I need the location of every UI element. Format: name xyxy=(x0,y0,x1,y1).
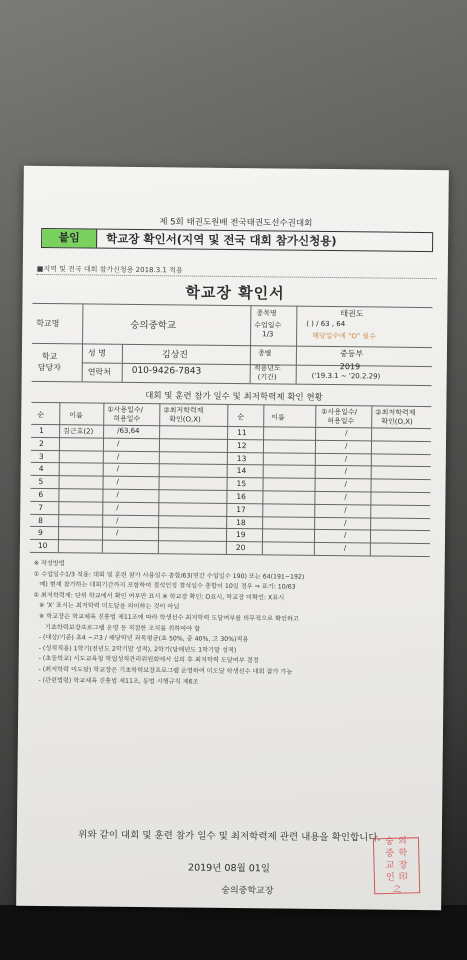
right-row-number: 14 xyxy=(236,466,247,476)
school-name: 숭의중학교 xyxy=(130,319,177,332)
manager-label-2: 담당자 xyxy=(37,362,62,373)
header-days-1: ①사용일수/ xyxy=(107,405,144,415)
left-row-days: / xyxy=(116,529,119,538)
header-min-1: ②최저학력제 xyxy=(163,406,204,415)
footnote-line: ※ 작성방법 xyxy=(33,559,65,568)
header-name-right: 이름 xyxy=(271,413,285,422)
school-label: 학교명 xyxy=(36,318,60,329)
closing-statement: 위와 같이 대회 및 훈련 참가 일수 및 최저학력제 관련 내용을 확인합니다. xyxy=(78,829,381,844)
manager-phone: 010-9426-7843 xyxy=(131,365,202,377)
title-box xyxy=(41,228,433,252)
right-row-number: 16 xyxy=(236,492,247,502)
period-range: ('19.3.1 ~ '20.2.29) xyxy=(311,371,381,381)
left-row-number: 10 xyxy=(37,541,48,551)
footnote-line: - (관련법령) 학교체육 진흥법 제11조, 동법 시행규칙 제6조 xyxy=(32,676,199,686)
footnote-line: - (성적적용) 1학기(전년도 2학기말 성적), 2학기(당해년도 1학기말 성적) xyxy=(32,644,237,654)
right-row-number: 13 xyxy=(236,453,247,463)
principal-signature: 숭의중학교장 xyxy=(221,885,274,897)
right-row-number: 12 xyxy=(236,440,247,450)
left-row-days: / xyxy=(116,490,119,499)
right-row-number: 11 xyxy=(237,428,247,438)
left-row-number: 6 xyxy=(38,489,44,500)
footnote-line: ① 수업일수1/3 적용: 대회 및 훈련 참가 사용일수 총합/63(연간 수업일수 190) 또는 64(191~192) xyxy=(33,570,305,581)
right-row-number: 15 xyxy=(236,479,247,489)
header-min-right-2: 확인(O,X) xyxy=(381,417,413,426)
left-row-days: / xyxy=(116,516,119,525)
right-row-days: / xyxy=(344,505,347,514)
days-value: ( ) / 63 , 64 xyxy=(306,319,346,329)
left-row-number: 1 xyxy=(39,425,44,436)
attachment-badge: 붙임 xyxy=(42,229,97,248)
header-name: 이름 xyxy=(69,411,83,420)
right-row-days: / xyxy=(344,441,348,450)
bottom-shadow xyxy=(0,905,467,960)
right-row-days: / xyxy=(344,493,347,502)
days-label-1: 수업일수 xyxy=(254,321,282,330)
header-min-right-1: ②최저학력제 xyxy=(375,408,416,417)
left-row-name: 김근호(2) xyxy=(63,427,94,436)
footnote-line: - (초등학교) 시도교육청 학업성적관리위원회에서 심의 후 최저학력 도달여부 결정 xyxy=(32,655,259,665)
phone-label: 연락처 xyxy=(87,367,111,377)
period-label-1: 적용년도 xyxy=(253,364,281,373)
right-row-days: / xyxy=(344,518,347,527)
right-row-days: / xyxy=(344,467,348,476)
right-row-days: / xyxy=(343,531,347,540)
right-row-number: 17 xyxy=(236,504,246,514)
right-row-days: / xyxy=(344,454,348,463)
footnote-line: 예) 현재 참가하는 대회기간까지 포함하여 결석인정 결석일수 총합이 10일 경우 ⇒ 표기: 10/63 xyxy=(33,581,296,591)
footnote-line: - (최저학력 미도달) 학교장은 기초학력보장프로그램 운영하여 미도달 학생선수 대회 참가 가능 xyxy=(32,665,293,676)
footnotes xyxy=(32,559,304,689)
footnote-line: - (대상/기준) 초4 ~고3 / 해당학년 과목평균(초 50%, 중 40%, 고 30%)적용 xyxy=(32,634,249,644)
document-page xyxy=(16,166,449,910)
confirmation-date: 2019년 08월 01일 xyxy=(188,862,271,875)
left-row-number: 7 xyxy=(38,502,44,512)
left-row-days: /63,64 xyxy=(117,426,140,436)
header-no-left: 순 xyxy=(37,410,45,420)
left-row-days: / xyxy=(116,439,120,448)
official-seal: 숭 의 중 학 교 장 인 印 之 xyxy=(373,837,420,894)
header-days-2: 허용일수 xyxy=(113,414,141,424)
left-row-number: 8 xyxy=(38,515,44,525)
form-title: 학교장 확인서 xyxy=(185,283,285,303)
left-row-days: / xyxy=(116,503,119,512)
days-label-2: 1/3 xyxy=(262,330,274,339)
footnote-line: ※ 'X' 표시는 최저학력 미도달을 의미하는 것이 아님 xyxy=(33,602,180,611)
period-label-2: (기간) xyxy=(257,373,277,382)
participants-table xyxy=(30,402,432,556)
section-title: 대회 및 훈련 참가 일수 및 최저학력제 확인 현황 xyxy=(145,391,323,403)
left-row-number: 9 xyxy=(37,528,43,538)
header-no-right: 순 xyxy=(237,413,245,422)
manager-name: 김상진 xyxy=(161,350,189,361)
footnote-line: ② 최저학력제: 단위 학교에서 확인 여부만 표시 ※ 학교장 확인: O표시, 학교장 미확인: X표시 xyxy=(33,591,285,602)
tournament-header: 제 5회 태권도원배 전국태권도선수권대회 xyxy=(159,217,313,229)
footnote-line: 기초학력보장프로그램 운영 등 적절한 조치를 취하여야 함 xyxy=(33,623,201,633)
left-row-number: 4 xyxy=(38,464,44,474)
division-label: 종별 xyxy=(257,349,272,358)
right-row-number: 19 xyxy=(235,530,246,540)
days-hint: 해당일수에 "O" 필수 xyxy=(312,331,376,341)
left-row-number: 2 xyxy=(38,438,44,448)
name-label: 성 명 xyxy=(87,348,106,358)
period-year: 2019 xyxy=(339,362,361,372)
event-value: 태권도 xyxy=(340,309,364,319)
division-value: 중등부 xyxy=(339,349,364,359)
left-row-days: / xyxy=(116,452,120,461)
left-row-days: / xyxy=(116,477,119,486)
right-row-number: 20 xyxy=(235,543,246,553)
right-row-days: / xyxy=(345,429,348,438)
header-days-right-2: 허용일수 xyxy=(327,416,355,426)
document-title: 학교장 확인서(지역 및 전국 대회 참가신청용) xyxy=(106,231,337,249)
right-row-days: / xyxy=(343,544,347,553)
left-row-days: / xyxy=(116,465,120,474)
right-row-days: / xyxy=(344,480,347,489)
left-row-number: 3 xyxy=(38,451,44,461)
right-row-number: 18 xyxy=(236,517,246,527)
manager-label-1: 학교 xyxy=(41,351,58,362)
header-days-right-1: ①사용일수/ xyxy=(321,407,358,417)
footnote-line: ※ 학교장은 학교체육 진흥법 제11조에 따라 학생선수 최저학력 도달여부를 의무적으로 확인하고 xyxy=(33,612,299,623)
dotted-divider xyxy=(37,274,437,279)
header-min-2: 확인(O,X) xyxy=(169,415,201,424)
event-label: 종목명 xyxy=(256,309,277,318)
left-row-number: 5 xyxy=(38,477,44,487)
application-note: ■지역 및 전국 대회 참가신청용 2018.3.1 적용 xyxy=(36,264,183,275)
